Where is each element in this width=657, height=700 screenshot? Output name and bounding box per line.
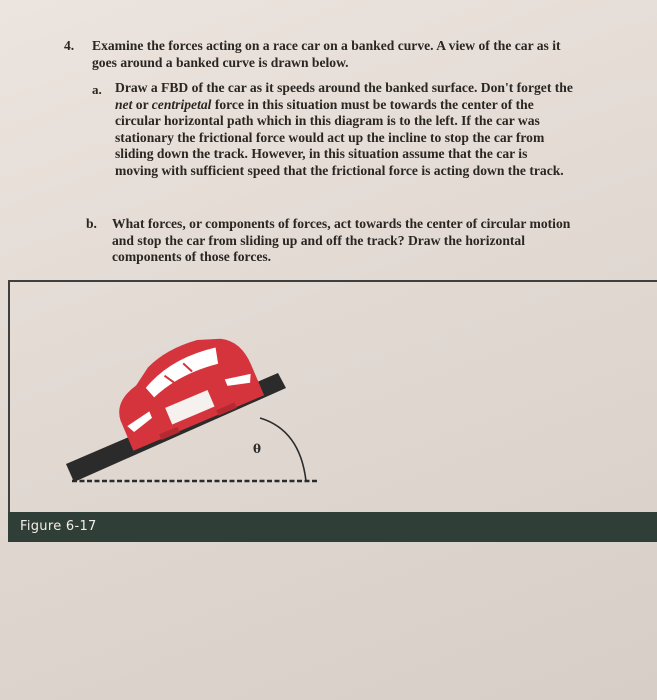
part-a-letter: a. (92, 82, 102, 97)
angle-label: θ (253, 442, 262, 456)
angle-arc (260, 418, 306, 481)
net-term: net (115, 96, 133, 112)
centripetal-term: centripetal (151, 96, 212, 112)
question-text: Examine the forces acting on a race car on a banked curve. A view of the car as it goes around a banked curve is drawn below. (92, 38, 561, 70)
part-b-letter: b. (86, 216, 97, 231)
part-b-text: What forces, or components of forces, act towards the center of circular motion and stop the car from sliding up and off the track? Draw the horizontal components of those forces. (112, 216, 571, 264)
figure-caption: Figure 6-17 (20, 519, 97, 534)
part-a-text: Draw a FBD of the car as it speeds around the banked surface. Don't forget the net or centripetal force in this situation must be towards the center of the circular horizontal path which in this diagram is to the left. If the car was stationary the frictional force would act up the incline to stop the car from sliding down the track. However, in this situation assume that the car is moving with sufficient speed that the frictional force is acting down the track. (115, 80, 573, 178)
question-number: 4. (64, 38, 75, 53)
caption-bar (8, 512, 657, 542)
